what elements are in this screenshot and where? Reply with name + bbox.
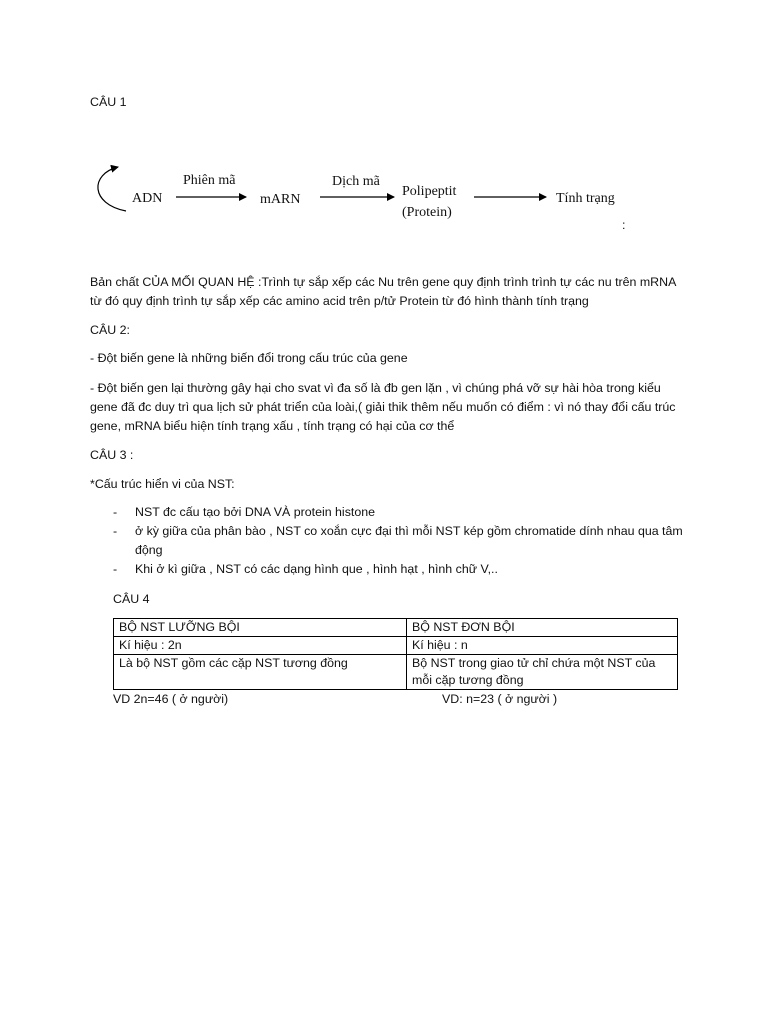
header-don-boi: BỘ NST ĐƠN BỘI [407, 619, 678, 637]
label-tinh-trang: Tính trạng [556, 191, 615, 206]
nst-comparison-table [113, 618, 678, 690]
cau3-subheading: *Cấu trúc hiển vi của NST: [90, 477, 235, 491]
label-adn: ADN [132, 191, 163, 206]
ban-chat-paragraph: Bản chất CỦA MỐI QUAN HỆ :Trình tự sắp xếp các Nu trên gene quy định trình trình tự các nu trên mRNA từ đó quy định trình tự sắp xếp các amino acid trên p/tử Protein từ đó hình thành tính trạng [90, 275, 676, 308]
table-header-row [114, 619, 678, 637]
gene-expression-diagram [90, 160, 690, 235]
label-polipeptit: Polipeptit [402, 184, 457, 199]
cau2-heading: CÂU 2: [90, 323, 130, 337]
cau2-line1: - Đột biến gene là những biến đổi trong cấu trúc của gene [90, 351, 408, 365]
list-item-text: NST đc cấu tạo bởi DNA VÀ protein histone [135, 505, 376, 519]
dash-bullet: - [113, 562, 118, 576]
list-item [113, 503, 683, 522]
label-marn: mARN [260, 192, 301, 207]
cau4-heading: CÂU 4 [113, 592, 150, 606]
list-item-text: ở kỳ giữa của phân bào , NST co xoắn cực đại thì mỗi NST kép gồm chromatide dính nhau qua tâm động [135, 524, 683, 557]
list-item [113, 522, 683, 560]
dash-bullet: - [113, 524, 118, 538]
dash-bullet: - [113, 505, 118, 519]
cau3-heading: CÂU 3 : [90, 448, 134, 462]
vd-luong-boi: VD 2n=46 ( ở người) [113, 692, 229, 706]
table-row [114, 637, 678, 655]
table-cell: Là bộ NST gồm các cặp NST tương đồng [114, 655, 407, 690]
label-phien-ma: Phiên mã [183, 173, 236, 188]
table-cell: Kí hiệu : n [407, 637, 678, 655]
table-cell: Bộ NST trong giao tử chỉ chứa một NST của mỗi cặp tương đồng [407, 655, 678, 690]
table-row [114, 655, 678, 690]
vd-don-boi: VD: n=23 ( ở người ) [442, 692, 558, 706]
cau2-line2: - Đột biến gen lại thường gây hại cho svat vì đa số là đb gen lặn , vì chúng phá vỡ sự hài hòa trong kiểu gene đã đc duy trì qua lịch sử phát triển của loài,( giải thik thêm nếu muốn có điểm : vì nó thay đổi cấu trúc gene, mRNA biểu hiện tính trạng xấu , tính trạng có hại của cơ thể [90, 381, 676, 433]
replication-arrow [98, 167, 126, 211]
label-protein: (Protein) [402, 205, 452, 220]
header-luong-boi: BỘ NST LƯỠNG BỘI [114, 619, 407, 637]
cau1-heading: CÂU 1 [90, 95, 127, 109]
list-item [113, 560, 683, 579]
list-item-text: Khi ở kì giữa , NST có các dạng hình que , hình hạt , hình chữ V,.. [135, 562, 498, 576]
table-cell: Kí hiệu : 2n [114, 637, 407, 655]
nst-structure-list [113, 503, 683, 579]
label-colon: : [622, 218, 626, 232]
label-dich-ma: Dịch mã [332, 174, 380, 189]
